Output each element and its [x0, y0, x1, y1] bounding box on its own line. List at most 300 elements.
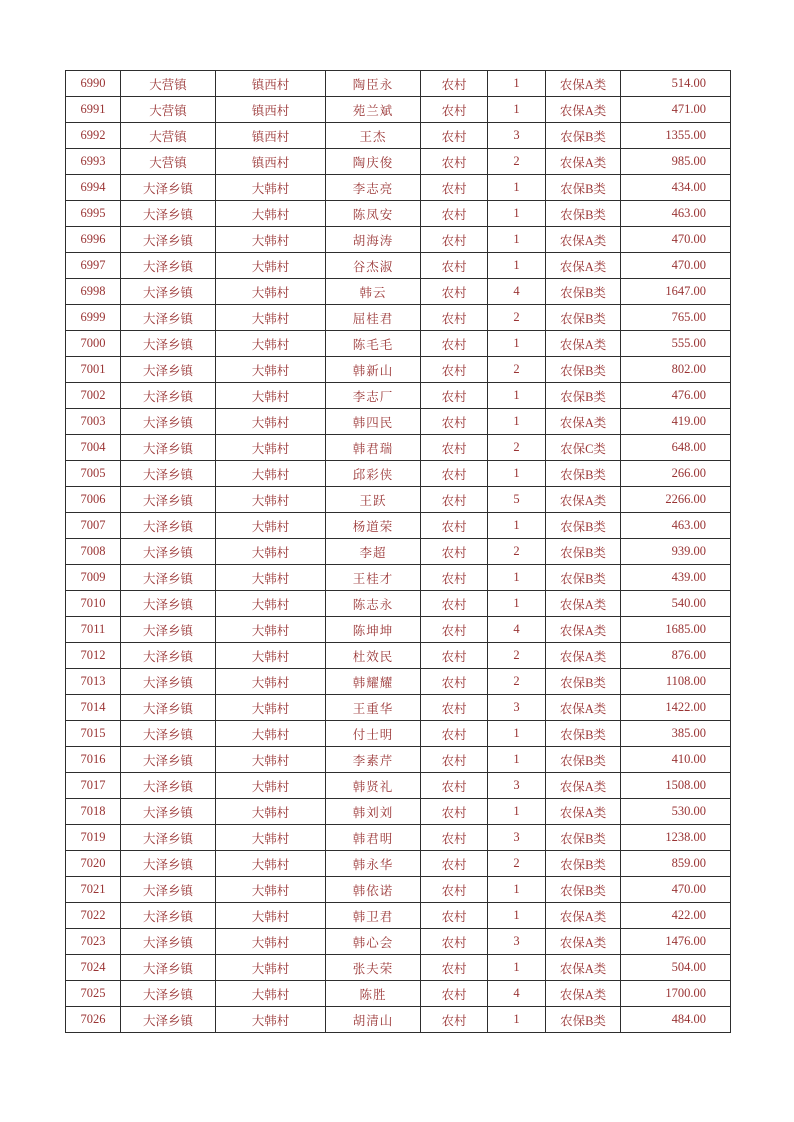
cell-person-count: 3 — [488, 825, 546, 851]
cell-town: 大泽乡镇 — [121, 513, 216, 539]
cell-serial-number: 6991 — [66, 97, 121, 123]
cell-town: 大泽乡镇 — [121, 981, 216, 1007]
cell-serial-number: 7012 — [66, 643, 121, 669]
cell-serial-number: 7021 — [66, 877, 121, 903]
cell-person-name: 王杰 — [326, 123, 421, 149]
cell-person-name: 韩依诺 — [326, 877, 421, 903]
cell-household-type: 农村 — [421, 513, 488, 539]
cell-person-count: 1 — [488, 565, 546, 591]
cell-person-count: 3 — [488, 695, 546, 721]
cell-town: 大泽乡镇 — [121, 591, 216, 617]
table-row — [66, 773, 731, 799]
cell-amount: 463.00 — [621, 513, 731, 539]
cell-person-count: 1 — [488, 721, 546, 747]
cell-insurance-category: 农保B类 — [546, 305, 621, 331]
cell-person-name: 陈凤安 — [326, 201, 421, 227]
cell-village: 大韩村 — [216, 1007, 326, 1033]
cell-serial-number: 6995 — [66, 201, 121, 227]
cell-household-type: 农村 — [421, 851, 488, 877]
cell-household-type: 农村 — [421, 409, 488, 435]
cell-amount: 1508.00 — [621, 773, 731, 799]
cell-amount: 1700.00 — [621, 981, 731, 1007]
cell-person-count: 2 — [488, 669, 546, 695]
cell-household-type: 农村 — [421, 695, 488, 721]
cell-person-name: 陶庆俊 — [326, 149, 421, 175]
cell-person-count: 3 — [488, 123, 546, 149]
cell-person-name: 韩卫君 — [326, 903, 421, 929]
cell-person-name: 谷杰淑 — [326, 253, 421, 279]
cell-person-name: 杜效民 — [326, 643, 421, 669]
cell-person-name: 韩君明 — [326, 825, 421, 851]
cell-town: 大泽乡镇 — [121, 773, 216, 799]
cell-serial-number: 7013 — [66, 669, 121, 695]
cell-village: 大韩村 — [216, 851, 326, 877]
cell-amount: 439.00 — [621, 565, 731, 591]
cell-person-count: 1 — [488, 409, 546, 435]
cell-person-name: 胡清山 — [326, 1007, 421, 1033]
cell-town: 大泽乡镇 — [121, 721, 216, 747]
cell-insurance-category: 农保A类 — [546, 799, 621, 825]
cell-person-name: 陈胜 — [326, 981, 421, 1007]
cell-town: 大营镇 — [121, 71, 216, 97]
cell-village: 大韩村 — [216, 773, 326, 799]
cell-person-count: 1 — [488, 253, 546, 279]
cell-village: 大韩村 — [216, 357, 326, 383]
cell-amount: 470.00 — [621, 253, 731, 279]
cell-serial-number: 7011 — [66, 617, 121, 643]
table-row — [66, 435, 731, 461]
cell-amount: 540.00 — [621, 591, 731, 617]
cell-person-name: 张夫荣 — [326, 955, 421, 981]
cell-insurance-category: 农保A类 — [546, 227, 621, 253]
cell-household-type: 农村 — [421, 929, 488, 955]
cell-amount: 530.00 — [621, 799, 731, 825]
cell-household-type: 农村 — [421, 721, 488, 747]
cell-serial-number: 7015 — [66, 721, 121, 747]
cell-person-count: 3 — [488, 773, 546, 799]
cell-person-name: 韩心会 — [326, 929, 421, 955]
cell-person-name: 韩云 — [326, 279, 421, 305]
cell-town: 大泽乡镇 — [121, 825, 216, 851]
table-row — [66, 253, 731, 279]
cell-insurance-category: 农保B类 — [546, 747, 621, 773]
cell-town: 大泽乡镇 — [121, 669, 216, 695]
table-row — [66, 825, 731, 851]
cell-village: 大韩村 — [216, 201, 326, 227]
cell-amount: 1422.00 — [621, 695, 731, 721]
cell-village: 大韩村 — [216, 253, 326, 279]
cell-person-count: 1 — [488, 97, 546, 123]
cell-household-type: 农村 — [421, 253, 488, 279]
cell-person-count: 4 — [488, 981, 546, 1007]
cell-serial-number: 7014 — [66, 695, 121, 721]
cell-person-name: 韩刘刘 — [326, 799, 421, 825]
cell-village: 大韩村 — [216, 435, 326, 461]
cell-village: 大韩村 — [216, 695, 326, 721]
cell-serial-number: 6996 — [66, 227, 121, 253]
cell-insurance-category: 农保B类 — [546, 565, 621, 591]
cell-town: 大泽乡镇 — [121, 903, 216, 929]
cell-amount: 434.00 — [621, 175, 731, 201]
cell-person-name: 李超 — [326, 539, 421, 565]
cell-serial-number: 6999 — [66, 305, 121, 331]
cell-village: 镇西村 — [216, 71, 326, 97]
cell-person-name: 胡海涛 — [326, 227, 421, 253]
cell-insurance-category: 农保B类 — [546, 201, 621, 227]
cell-town: 大泽乡镇 — [121, 877, 216, 903]
cell-amount: 1685.00 — [621, 617, 731, 643]
cell-household-type: 农村 — [421, 487, 488, 513]
cell-amount: 385.00 — [621, 721, 731, 747]
cell-person-name: 王重华 — [326, 695, 421, 721]
cell-serial-number: 6992 — [66, 123, 121, 149]
cell-serial-number: 7004 — [66, 435, 121, 461]
cell-household-type: 农村 — [421, 643, 488, 669]
cell-town: 大泽乡镇 — [121, 227, 216, 253]
cell-town: 大泽乡镇 — [121, 695, 216, 721]
cell-insurance-category: 农保A类 — [546, 591, 621, 617]
cell-insurance-category: 农保A类 — [546, 409, 621, 435]
cell-town: 大泽乡镇 — [121, 357, 216, 383]
cell-village: 镇西村 — [216, 97, 326, 123]
cell-serial-number: 7008 — [66, 539, 121, 565]
cell-serial-number: 7020 — [66, 851, 121, 877]
cell-serial-number: 7018 — [66, 799, 121, 825]
table-row — [66, 747, 731, 773]
cell-amount: 1355.00 — [621, 123, 731, 149]
cell-serial-number: 7002 — [66, 383, 121, 409]
cell-person-name: 苑兰斌 — [326, 97, 421, 123]
cell-town: 大泽乡镇 — [121, 617, 216, 643]
cell-person-name: 陈毛毛 — [326, 331, 421, 357]
cell-household-type: 农村 — [421, 773, 488, 799]
table-row — [66, 643, 731, 669]
cell-serial-number: 6993 — [66, 149, 121, 175]
cell-household-type: 农村 — [421, 747, 488, 773]
cell-person-name: 韩耀耀 — [326, 669, 421, 695]
table-row — [66, 669, 731, 695]
cell-town: 大泽乡镇 — [121, 461, 216, 487]
cell-person-count: 1 — [488, 201, 546, 227]
cell-village: 大韩村 — [216, 903, 326, 929]
cell-village: 大韩村 — [216, 955, 326, 981]
cell-amount: 422.00 — [621, 903, 731, 929]
cell-town: 大泽乡镇 — [121, 383, 216, 409]
table-row — [66, 981, 731, 1007]
cell-person-name: 韩四民 — [326, 409, 421, 435]
cell-household-type: 农村 — [421, 877, 488, 903]
cell-insurance-category: 农保A类 — [546, 617, 621, 643]
table-row — [66, 331, 731, 357]
table-row — [66, 201, 731, 227]
cell-town: 大泽乡镇 — [121, 851, 216, 877]
cell-insurance-category: 农保B类 — [546, 461, 621, 487]
cell-person-name: 韩贤礼 — [326, 773, 421, 799]
cell-insurance-category: 农保C类 — [546, 435, 621, 461]
cell-person-name: 杨道荣 — [326, 513, 421, 539]
cell-insurance-category: 农保A类 — [546, 253, 621, 279]
cell-amount: 859.00 — [621, 851, 731, 877]
cell-village: 大韩村 — [216, 591, 326, 617]
cell-household-type: 农村 — [421, 383, 488, 409]
table-row — [66, 617, 731, 643]
cell-person-count: 1 — [488, 747, 546, 773]
cell-village: 大韩村 — [216, 981, 326, 1007]
cell-person-count: 5 — [488, 487, 546, 513]
cell-amount: 765.00 — [621, 305, 731, 331]
cell-person-count: 1 — [488, 227, 546, 253]
cell-person-count: 1 — [488, 591, 546, 617]
cell-village: 镇西村 — [216, 149, 326, 175]
cell-person-count: 1 — [488, 955, 546, 981]
cell-insurance-category: 农保A类 — [546, 487, 621, 513]
cell-amount: 2266.00 — [621, 487, 731, 513]
cell-insurance-category: 农保A类 — [546, 97, 621, 123]
cell-village: 大韩村 — [216, 409, 326, 435]
table-body — [66, 71, 731, 1033]
cell-town: 大营镇 — [121, 123, 216, 149]
table-row — [66, 929, 731, 955]
table-row — [66, 175, 731, 201]
cell-insurance-category: 农保B类 — [546, 175, 621, 201]
cell-household-type: 农村 — [421, 981, 488, 1007]
cell-serial-number: 7023 — [66, 929, 121, 955]
cell-village: 大韩村 — [216, 643, 326, 669]
cell-person-count: 1 — [488, 175, 546, 201]
cell-household-type: 农村 — [421, 1007, 488, 1033]
table-row — [66, 1007, 731, 1033]
cell-town: 大泽乡镇 — [121, 539, 216, 565]
cell-serial-number: 7006 — [66, 487, 121, 513]
cell-village: 大韩村 — [216, 721, 326, 747]
cell-serial-number: 7025 — [66, 981, 121, 1007]
cell-village: 大韩村 — [216, 877, 326, 903]
cell-amount: 648.00 — [621, 435, 731, 461]
cell-insurance-category: 农保B类 — [546, 279, 621, 305]
cell-household-type: 农村 — [421, 123, 488, 149]
cell-household-type: 农村 — [421, 227, 488, 253]
cell-amount: 410.00 — [621, 747, 731, 773]
cell-insurance-category: 农保A类 — [546, 695, 621, 721]
cell-village: 大韩村 — [216, 825, 326, 851]
cell-village: 大韩村 — [216, 669, 326, 695]
cell-insurance-category: 农保B类 — [546, 721, 621, 747]
cell-serial-number: 7019 — [66, 825, 121, 851]
cell-town: 大泽乡镇 — [121, 799, 216, 825]
cell-insurance-category: 农保A类 — [546, 149, 621, 175]
cell-village: 大韩村 — [216, 227, 326, 253]
cell-village: 镇西村 — [216, 123, 326, 149]
cell-town: 大泽乡镇 — [121, 305, 216, 331]
cell-serial-number: 7005 — [66, 461, 121, 487]
cell-person-count: 1 — [488, 331, 546, 357]
table-row — [66, 71, 731, 97]
cell-serial-number: 7001 — [66, 357, 121, 383]
cell-amount: 1238.00 — [621, 825, 731, 851]
cell-amount: 463.00 — [621, 201, 731, 227]
table-row — [66, 279, 731, 305]
cell-town: 大营镇 — [121, 97, 216, 123]
table-row — [66, 357, 731, 383]
cell-insurance-category: 农保A类 — [546, 903, 621, 929]
cell-person-count: 1 — [488, 513, 546, 539]
cell-serial-number: 7009 — [66, 565, 121, 591]
cell-person-count: 1 — [488, 71, 546, 97]
table-row — [66, 903, 731, 929]
cell-town: 大泽乡镇 — [121, 175, 216, 201]
cell-insurance-category: 农保B类 — [546, 123, 621, 149]
cell-person-name: 王跃 — [326, 487, 421, 513]
table-row — [66, 123, 731, 149]
cell-insurance-category: 农保B类 — [546, 851, 621, 877]
cell-amount: 555.00 — [621, 331, 731, 357]
cell-village: 大韩村 — [216, 929, 326, 955]
cell-amount: 876.00 — [621, 643, 731, 669]
cell-household-type: 农村 — [421, 97, 488, 123]
cell-person-name: 陈坤坤 — [326, 617, 421, 643]
table-row — [66, 227, 731, 253]
table-row — [66, 383, 731, 409]
cell-village: 大韩村 — [216, 565, 326, 591]
cell-household-type: 农村 — [421, 305, 488, 331]
cell-person-name: 付士明 — [326, 721, 421, 747]
table-row — [66, 799, 731, 825]
cell-person-count: 2 — [488, 539, 546, 565]
cell-person-count: 2 — [488, 435, 546, 461]
cell-person-name: 李素芹 — [326, 747, 421, 773]
table-row — [66, 461, 731, 487]
cell-insurance-category: 农保A类 — [546, 773, 621, 799]
cell-person-count: 1 — [488, 903, 546, 929]
cell-amount: 1476.00 — [621, 929, 731, 955]
cell-household-type: 农村 — [421, 71, 488, 97]
cell-person-count: 2 — [488, 643, 546, 669]
cell-town: 大泽乡镇 — [121, 643, 216, 669]
cell-household-type: 农村 — [421, 331, 488, 357]
cell-insurance-category: 农保B类 — [546, 539, 621, 565]
cell-person-name: 韩新山 — [326, 357, 421, 383]
table-row — [66, 877, 731, 903]
cell-amount: 985.00 — [621, 149, 731, 175]
cell-household-type: 农村 — [421, 669, 488, 695]
cell-town: 大泽乡镇 — [121, 201, 216, 227]
table-row — [66, 695, 731, 721]
cell-serial-number: 6997 — [66, 253, 121, 279]
cell-person-count: 2 — [488, 851, 546, 877]
cell-household-type: 农村 — [421, 461, 488, 487]
benefits-table — [65, 70, 731, 1033]
cell-insurance-category: 农保A类 — [546, 929, 621, 955]
cell-village: 大韩村 — [216, 617, 326, 643]
cell-person-name: 屈桂君 — [326, 305, 421, 331]
cell-town: 大营镇 — [121, 149, 216, 175]
cell-amount: 1647.00 — [621, 279, 731, 305]
cell-amount: 1108.00 — [621, 669, 731, 695]
cell-serial-number: 7022 — [66, 903, 121, 929]
cell-household-type: 农村 — [421, 591, 488, 617]
cell-person-count: 2 — [488, 305, 546, 331]
cell-village: 大韩村 — [216, 799, 326, 825]
cell-insurance-category: 农保A类 — [546, 643, 621, 669]
cell-serial-number: 7003 — [66, 409, 121, 435]
cell-village: 大韩村 — [216, 487, 326, 513]
cell-village: 大韩村 — [216, 383, 326, 409]
cell-person-name: 韩君瑞 — [326, 435, 421, 461]
cell-person-name: 陈志永 — [326, 591, 421, 617]
cell-household-type: 农村 — [421, 825, 488, 851]
cell-serial-number: 7024 — [66, 955, 121, 981]
cell-serial-number: 7010 — [66, 591, 121, 617]
cell-household-type: 农村 — [421, 799, 488, 825]
table-row — [66, 565, 731, 591]
cell-household-type: 农村 — [421, 357, 488, 383]
cell-person-count: 1 — [488, 461, 546, 487]
cell-person-count: 3 — [488, 929, 546, 955]
cell-village: 大韩村 — [216, 279, 326, 305]
cell-amount: 470.00 — [621, 227, 731, 253]
table-row — [66, 305, 731, 331]
cell-town: 大泽乡镇 — [121, 929, 216, 955]
cell-town: 大泽乡镇 — [121, 435, 216, 461]
cell-village: 大韩村 — [216, 513, 326, 539]
cell-household-type: 农村 — [421, 955, 488, 981]
cell-person-count: 1 — [488, 799, 546, 825]
cell-insurance-category: 农保B类 — [546, 383, 621, 409]
table-row — [66, 149, 731, 175]
table-row — [66, 409, 731, 435]
cell-person-name: 李志亮 — [326, 175, 421, 201]
cell-town: 大泽乡镇 — [121, 955, 216, 981]
cell-serial-number: 6998 — [66, 279, 121, 305]
cell-person-count: 2 — [488, 149, 546, 175]
cell-town: 大泽乡镇 — [121, 747, 216, 773]
cell-amount: 484.00 — [621, 1007, 731, 1033]
table-row — [66, 721, 731, 747]
cell-serial-number: 7000 — [66, 331, 121, 357]
cell-person-name: 韩永华 — [326, 851, 421, 877]
cell-town: 大泽乡镇 — [121, 279, 216, 305]
cell-town: 大泽乡镇 — [121, 253, 216, 279]
cell-household-type: 农村 — [421, 565, 488, 591]
table-row — [66, 539, 731, 565]
cell-amount: 514.00 — [621, 71, 731, 97]
cell-insurance-category: 农保B类 — [546, 825, 621, 851]
table-row — [66, 487, 731, 513]
cell-amount: 802.00 — [621, 357, 731, 383]
cell-amount: 266.00 — [621, 461, 731, 487]
cell-village: 大韩村 — [216, 747, 326, 773]
cell-household-type: 农村 — [421, 539, 488, 565]
cell-insurance-category: 农保B类 — [546, 877, 621, 903]
cell-person-count: 4 — [488, 279, 546, 305]
cell-person-count: 1 — [488, 877, 546, 903]
cell-town: 大泽乡镇 — [121, 565, 216, 591]
cell-village: 大韩村 — [216, 175, 326, 201]
table-row — [66, 97, 731, 123]
cell-insurance-category: 农保B类 — [546, 1007, 621, 1033]
cell-household-type: 农村 — [421, 435, 488, 461]
cell-person-count: 2 — [488, 357, 546, 383]
cell-serial-number: 7017 — [66, 773, 121, 799]
cell-village: 大韩村 — [216, 461, 326, 487]
cell-town: 大泽乡镇 — [121, 331, 216, 357]
cell-village: 大韩村 — [216, 331, 326, 357]
table-row — [66, 513, 731, 539]
cell-amount: 476.00 — [621, 383, 731, 409]
cell-insurance-category: 农保A类 — [546, 331, 621, 357]
cell-person-count: 1 — [488, 1007, 546, 1033]
cell-household-type: 农村 — [421, 201, 488, 227]
